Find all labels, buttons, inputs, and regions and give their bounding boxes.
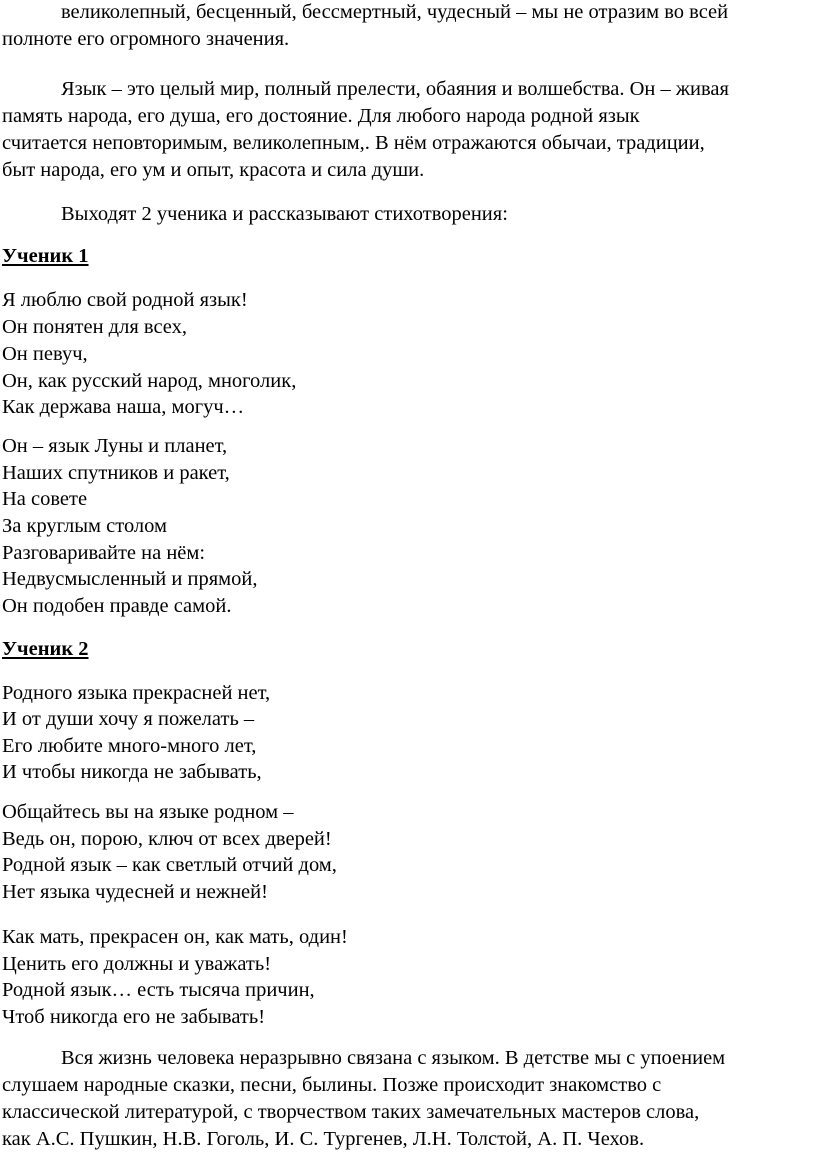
student1-stanza2-line-2: Наших спутников и ракет, [2, 462, 230, 484]
student2-heading: Ученик 2 [2, 638, 89, 660]
para3-line-1: Вся жизнь человека неразрывно связана с языком. В детстве мы с упоением [61, 1047, 726, 1069]
para3-line-2: слушаем народные сказки, песни, былины. Позже происходит знакомство с [2, 1074, 662, 1096]
student1-stanza1-line-2: Он понятен для всех, [2, 316, 188, 338]
student2-stanza2-line-3: Родной язык – как светлый отчий дом, [2, 854, 337, 876]
student2-stanza3-line-1: Как мать, прекрасен он, как мать, один! [2, 926, 348, 948]
student1-stanza1-line-5: Как держава наша, могуч… [2, 396, 245, 418]
student2-stanza3-line-2: Ценить его должны и уважать! [2, 953, 272, 975]
student1-stanza2-line-1: Он – язык Луны и планет, [2, 435, 228, 457]
para1-line-3: считается неповторимым, великолепным,. В нём отражаются обычаи, традиции, [2, 132, 705, 154]
student2-stanza1-line-4: И чтобы никогда не забывать, [2, 761, 262, 783]
student1-stanza2-line-3: На совете [2, 488, 88, 510]
student2-stanza3-line-3: Родной язык… есть тысяча причин, [2, 979, 315, 1001]
student2-stanza2-line-4: Нет языка чудесней и нежней! [2, 881, 268, 903]
intro-line-2: полноте его огромного значения. [2, 28, 290, 50]
para1-line-2: память народа, его душа, его достояние. Для любого народа родной язык [2, 105, 640, 127]
student1-stanza1-line-3: Он певуч, [2, 343, 88, 365]
student2-stanza2-line-1: Общайтесь вы на языке родном – [2, 801, 294, 823]
intro-line-1: великолепный, бесценный, бессмертный, чудесный – мы не отразим во всей [61, 1, 729, 23]
student2-stanza1-line-3: Его любите много-много лет, [2, 735, 257, 757]
student2-stanza2-line-2: Ведь он, порою, ключ от всех дверей! [2, 828, 332, 850]
student2-stanza3-line-4: Чтоб никогда его не забывать! [2, 1006, 266, 1028]
student1-stanza1-line-4: Он, как русский народ, многолик, [2, 370, 297, 392]
para2-line-1: Выходят 2 ученика и рассказывают стихотворения: [61, 203, 508, 225]
student1-stanza2-line-4: За круглым столом [2, 515, 167, 537]
student1-stanza2-line-5: Разговаривайте на нём: [2, 542, 206, 564]
para3-line-3: классической литературой, с творчеством таких замечательных мастеров слова, [2, 1101, 700, 1123]
student1-stanza1-line-1: Я люблю свой родной язык! [2, 289, 248, 311]
student2-stanza1-line-1: Родного языка прекрасней нет, [2, 682, 271, 704]
student1-stanza2-line-6: Недвусмысленный и прямой, [2, 568, 258, 590]
para1-line-4: быт народа, его ум и опыт, красота и сила души. [2, 159, 425, 181]
student1-heading: Ученик 1 [2, 245, 89, 267]
para3-line-4: как А.С. Пушкин, Н.В. Гоголь, И. С. Тургенев, Л.Н. Толстой, А. П. Чехов. [2, 1128, 645, 1150]
student2-stanza1-line-2: И от души хочу я пожелать – [2, 708, 255, 730]
para1-line-1: Язык – это целый мир, полный прелести, обаяния и волшебства. Он – живая [61, 78, 729, 100]
student1-stanza2-line-7: Он подобен правде самой. [2, 595, 232, 617]
